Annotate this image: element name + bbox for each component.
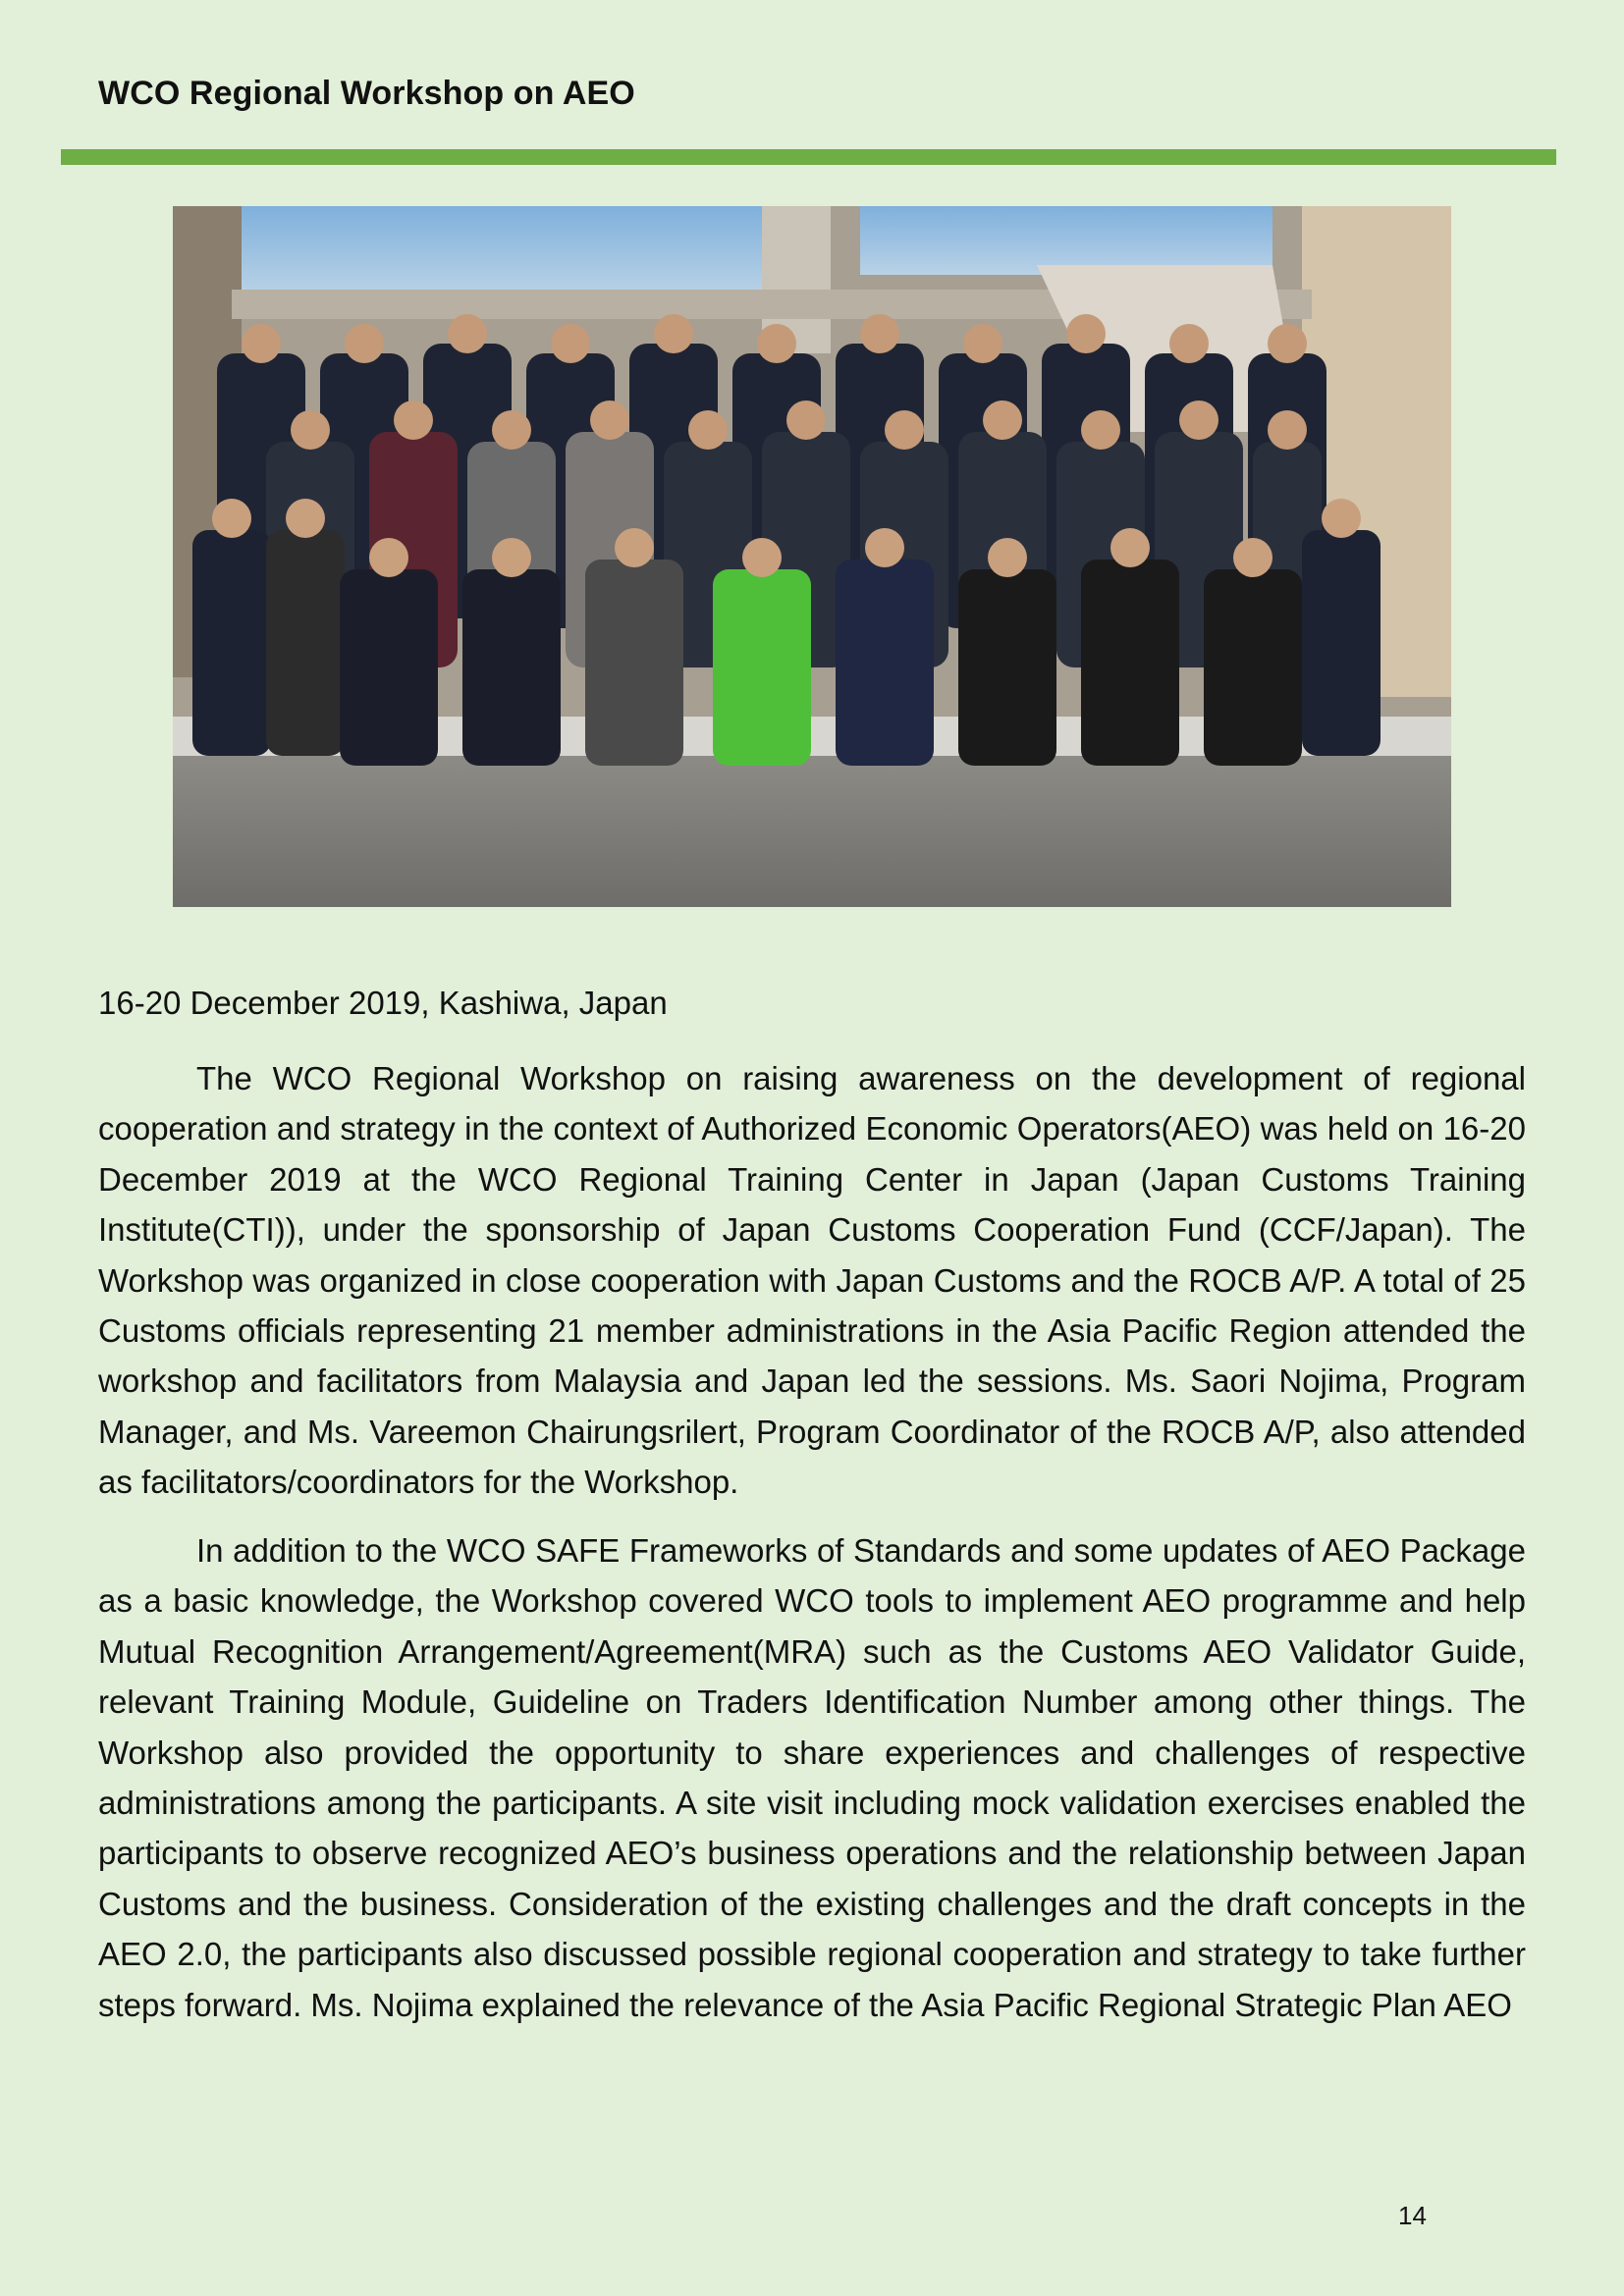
article-paragraph: In addition to the WCO SAFE Frameworks of Standards and some updates of AEO Package as a basic knowledge, the Workshop covered WCO tools to implement AEO programme and help Mutual Recognition Arrangement/Agreement(MRA) such as the Customs AEO Validator Guide, relevant Training Module, Guideline on Traders Identification Number among other things. The Workshop also provided the opportunity to share experiences and challenges of respective administrations among the participants. A site visit including mock validation exercises enabled the participants to observe recognized AEO’s business operations and the relationship between Japan Customs and the business. Consideration of the existing challenges and the draft concepts in the AEO 2.0, the participants also discussed possible regional cooperation and strategy to take further steps forward. Ms. Nojima explained the relevance of the Asia Pacific Regional Strategic Plan AEO: [98, 1532, 1526, 2023]
header-divider: [61, 149, 1556, 165]
article-dateline: 16-20 December 2019, Kashiwa, Japan: [98, 985, 668, 1021]
group-photo: [173, 206, 1451, 907]
group-photo-illustration: [173, 206, 1451, 907]
article-paragraph: The WCO Regional Workshop on raising awareness on the development of regional cooperation and strategy in the context of Authorized Economic Operators(AEO) was held on 16-20 December 2019 at the WCO Regional Training Center in Japan (Japan Customs Training Institute(CTI)), under the sponsorship of Japan Customs Cooperation Fund (CCF/Japan). The Workshop was organized in close cooperation with Japan Customs and the ROCB A/P. A total of 25 Customs officials representing 21 member administrations in the Asia Pacific Region attended the workshop and facilitators from Malaysia and Japan led the sessions. Ms. Saori Nojima, Program Manager, and Ms. Vareemon Chairungsrilert, Program Coordinator of the ROCB A/P, also attended as facilitators/coordinators for the Workshop.: [98, 1060, 1526, 1501]
page-number: 14: [1398, 2201, 1427, 2230]
page-header-title: WCO Regional Workshop on AEO: [98, 75, 635, 112]
